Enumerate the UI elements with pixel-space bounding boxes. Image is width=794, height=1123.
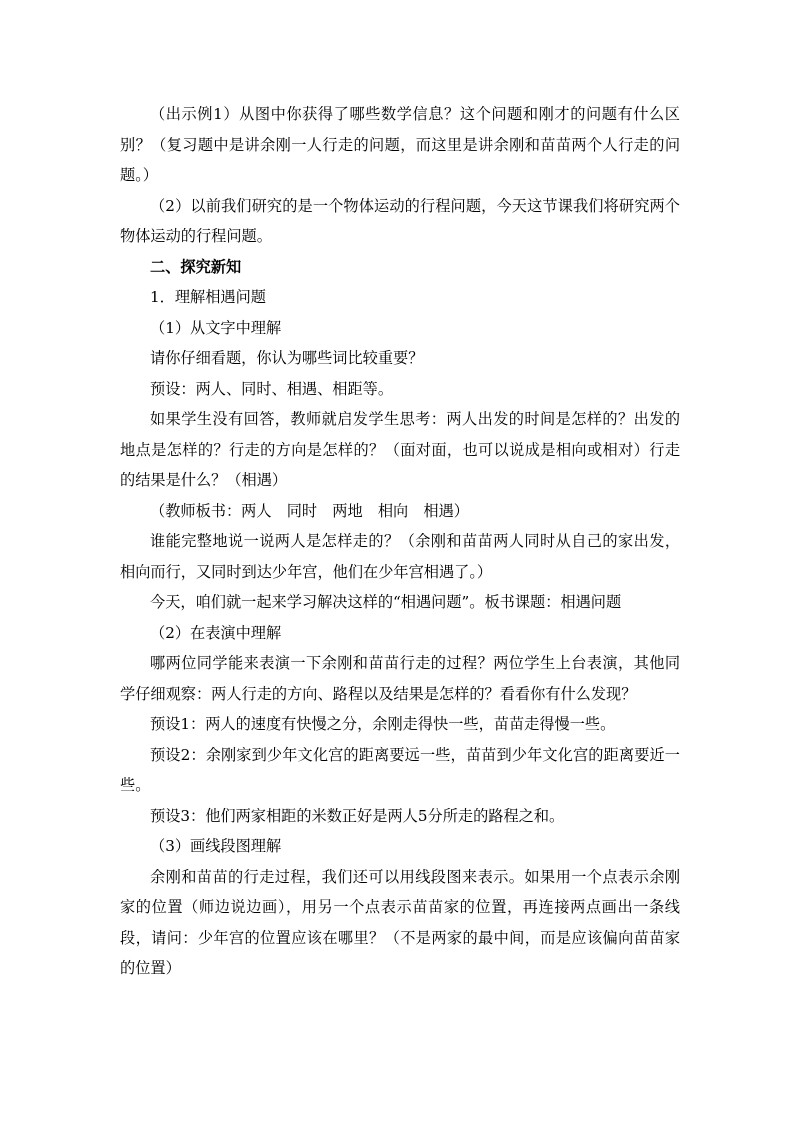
subheading-from-text: （1）从文字中理解	[150, 318, 282, 337]
paragraph-lesson-title: 今天，咱们就一起来学习解决这样的“相遇问题”。板书课题：相遇问题	[150, 593, 622, 611]
paragraph-example-intro: （出示例1）从图中你获得了哪些数学信息？这个问题和刚才的问题有什么区别？（复习题中是讲余刚一人行走的问题，而这里是讲余刚和苗苗两个人行走的问题。）	[120, 105, 680, 184]
paragraph-board-notes: （教师板书：两人 同时 两地 相向 相遇）	[150, 501, 469, 520]
paragraph-line-diagram: 余刚和苗苗的行走过程，我们还可以用线段图来表示。如果用一个点表示余刚家的位置（师边说边画），用另一个点表示苗苗家的位置，再连接两点画出一条线段，请问：少年宫的位置应该在哪里？（不是两家的最中间，而是应该偏向苗苗家的位置）	[120, 867, 680, 977]
paragraph-full-description: 谁能完整地说一说两人是怎样走的？（余刚和苗苗两人同时从自己的家出发，相向而行，又同时到达少年宫，他们在少年宫相遇了。）	[120, 532, 680, 581]
paragraph-preset-keywords: 预设：两人、同时、相遇、相距等。	[150, 379, 393, 398]
subheading-performance: （2）在表演中理解	[150, 623, 282, 642]
subheading-understand-meeting: 1．理解相遇问题	[150, 288, 266, 306]
paragraph-preset-1: 预设1：两人的速度有快慢之分，余刚走得快一些，苗苗走得慢一些。	[150, 715, 616, 733]
paragraph-topic-intro: （2）以前我们研究的是一个物体运动的行程问题，今天这节课我们将研究两个物体运动的行程问题。	[120, 196, 680, 245]
paragraph-preset-2: 预设2：余刚家到少年文化宫的距离要远一些，苗苗到少年文化宫的距离要近一些。	[120, 745, 680, 794]
paragraph-performance-task: 哪两位同学能来表演一下余刚和苗苗行走的过程？两位学生上台表演，其他同学仔细观察：两人行走的方向、路程以及结果是怎样的？看看你有什么发现？	[120, 654, 680, 703]
paragraph-question-keywords: 请你仔细看题，你认为哪些词比较重要？	[150, 349, 424, 367]
document-body	[120, 99, 680, 984]
paragraph-preset-3: 预设3：他们两家相距的米数正好是两人5分所走的路程之和。	[150, 806, 565, 825]
paragraph-teacher-prompt: 如果学生没有回答，教师就启发学生思考：两人出发的时间是怎样的？出发的地点是怎样的？行走的方向是怎样的？（面对面，也可以说成是相向或相对）行走的结果是什么？（相遇）	[120, 410, 680, 489]
section-heading-explore: 二、探究新知	[150, 257, 242, 276]
subheading-line-diagram: （3）画线段图理解	[150, 837, 282, 855]
